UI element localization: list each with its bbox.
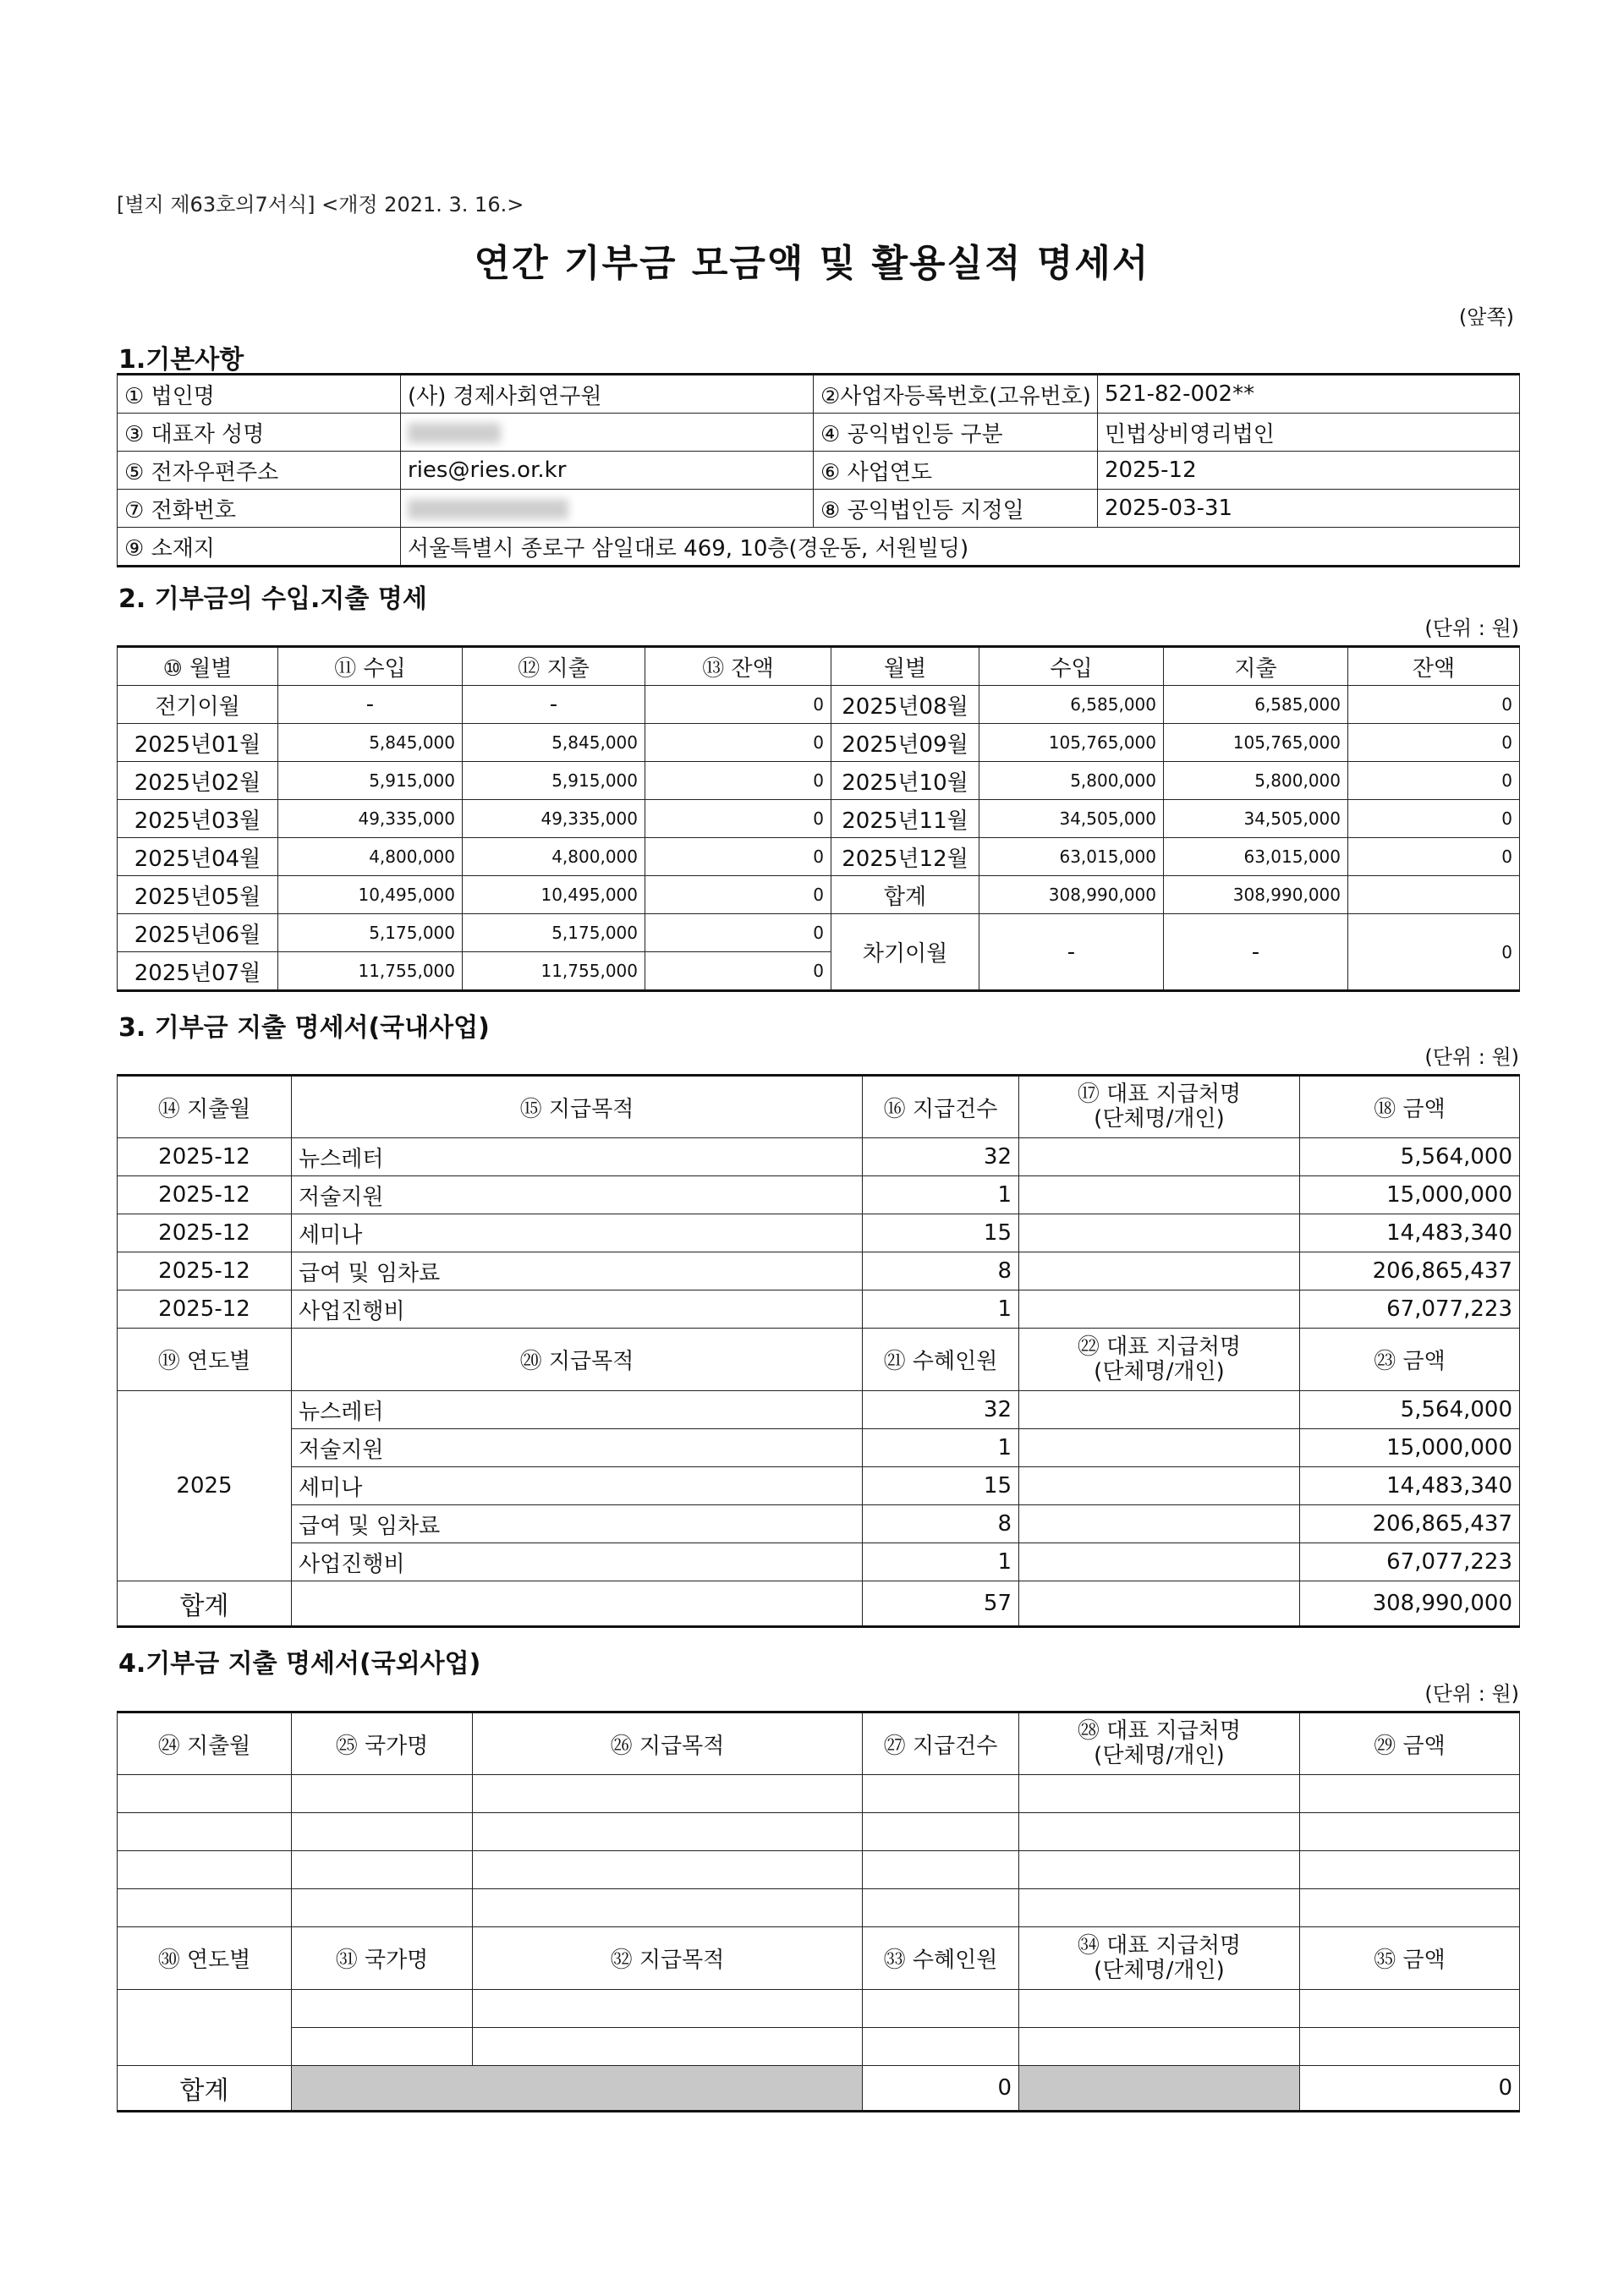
table-row — [118, 1391, 1520, 1429]
expense-cell: 49,335,000 — [463, 800, 645, 838]
column-header: ⑪ 수입 — [278, 647, 463, 686]
table-row — [118, 1290, 1520, 1329]
total-count-cell: 57 — [863, 1581, 1019, 1627]
income-cell: 49,335,000 — [278, 800, 463, 838]
empty-row — [118, 1889, 1520, 1927]
empty-cell — [1019, 1581, 1300, 1627]
table-row — [118, 800, 1520, 838]
empty-row — [118, 1990, 1520, 2028]
label-cell: ②사업자등록번호(고유번호) — [814, 375, 1098, 414]
column-header: ㉖ 지급목적 — [473, 1712, 863, 1775]
income-cell: 11,755,000 — [278, 952, 463, 991]
total-row — [118, 1581, 1520, 1627]
income-cell: 10,495,000 — [278, 876, 463, 914]
balance-cell: 0 — [645, 724, 831, 762]
column-header: ⑳ 지급목적 — [292, 1329, 863, 1391]
expense-cell: 308,990,000 — [1164, 876, 1348, 914]
column-header — [1019, 1329, 1300, 1391]
header-line: (단체명/개인) — [1094, 1957, 1225, 1983]
table-header-row — [118, 1712, 1520, 1775]
amount-cell: 5,564,000 — [1300, 1138, 1520, 1176]
table-row — [118, 876, 1520, 914]
section4-title: 4.기부금 지출 명세서(국외사업) — [118, 1649, 481, 1679]
purpose-cell: 저술지원 — [292, 1176, 863, 1214]
label-cell: ⑦ 전화번호 — [118, 490, 401, 528]
amount-cell: 206,865,437 — [1300, 1252, 1520, 1290]
table-row — [118, 1176, 1520, 1214]
value-cell: 521-82-002** — [1098, 375, 1520, 414]
count-cell: 1 — [863, 1543, 1019, 1581]
balance-cell: 0 — [645, 952, 831, 991]
table-header-row — [118, 1329, 1520, 1391]
expense-cell: 5,915,000 — [463, 762, 645, 800]
balance-cell: 0 — [1348, 686, 1520, 724]
count-cell: 15 — [863, 1467, 1019, 1505]
income-cell: - — [278, 686, 463, 724]
table-row — [118, 762, 1520, 800]
shaded-cell — [292, 2066, 863, 2112]
payee-cell — [1019, 1429, 1300, 1467]
empty-row — [118, 1775, 1520, 1813]
section1-title: 1.기본사항 — [118, 345, 244, 375]
column-header: ㉗ 지급건수 — [863, 1712, 1019, 1775]
income-cell: 6,585,000 — [979, 686, 1164, 724]
address-cell: 서울특별시 종로구 삼일대로 469, 10층(경운동, 서원빌딩) — [401, 528, 1520, 567]
table-row — [118, 1138, 1520, 1176]
column-header: ㉓ 금액 — [1300, 1329, 1520, 1391]
expense-cell: 5,175,000 — [463, 914, 645, 952]
year-cell: 2025 — [118, 1391, 292, 1581]
balance-cell: 0 — [645, 800, 831, 838]
purpose-cell: 저술지원 — [292, 1429, 863, 1467]
basic-info-row — [118, 414, 1520, 452]
balance-cell: 0 — [1348, 724, 1520, 762]
count-cell: 1 — [863, 1176, 1019, 1214]
section4-unit: (단위 : 원) — [1424, 1682, 1519, 1706]
column-header: ㉔ 지출월 — [118, 1712, 292, 1775]
header-line: (단체명/개인) — [1094, 1743, 1225, 1768]
month-cell: 2025년11월 — [831, 800, 979, 838]
month-cell: 2025-12 — [118, 1138, 292, 1176]
count-cell: 1 — [863, 1429, 1019, 1467]
payee-cell — [1019, 1505, 1300, 1543]
column-header: ⑫ 지출 — [463, 647, 645, 686]
table-row — [118, 914, 1520, 952]
column-header — [1019, 1927, 1300, 1990]
overseas-expense-table — [117, 1711, 1520, 2112]
count-cell: 1 — [863, 1290, 1019, 1329]
section2-title: 2. 기부금의 수입.지출 명세 — [118, 584, 427, 614]
column-header: ⑬ 잔액 — [645, 647, 831, 686]
balance-cell: 0 — [1348, 914, 1520, 991]
page-side-note: (앞쪽) — [1458, 305, 1514, 329]
balance-cell: 0 — [1348, 800, 1520, 838]
count-cell: 32 — [863, 1391, 1019, 1429]
purpose-cell: 세미나 — [292, 1467, 863, 1505]
total-label-cell: 합계 — [118, 2066, 292, 2112]
header-line: ㉒ 대표 지급처명 — [1077, 1334, 1242, 1360]
column-header: 월별 — [831, 647, 979, 686]
column-header: ㉝ 수혜인원 — [863, 1927, 1019, 1990]
label-cell: ③ 대표자 성명 — [118, 414, 401, 452]
balance-cell: 0 — [645, 838, 831, 876]
purpose-cell: 급여 및 임차료 — [292, 1252, 863, 1290]
purpose-cell: 세미나 — [292, 1214, 863, 1252]
month-cell: 2025년10월 — [831, 762, 979, 800]
value-cell — [401, 490, 814, 528]
column-header: ㉜ 지급목적 — [473, 1927, 863, 1990]
balance-cell: 0 — [1348, 838, 1520, 876]
total-count-cell: 0 — [863, 2066, 1019, 2112]
balance-cell: 0 — [645, 876, 831, 914]
column-header: ㉕ 국가명 — [292, 1712, 473, 1775]
redacted-name — [408, 423, 501, 443]
purpose-cell: 뉴스레터 — [292, 1391, 863, 1429]
income-cell: 5,915,000 — [278, 762, 463, 800]
column-header: ㉚ 연도별 — [118, 1927, 292, 1990]
month-cell: 2025-12 — [118, 1214, 292, 1252]
column-header — [1019, 1076, 1300, 1138]
total-row — [118, 2066, 1520, 2112]
month-cell: 2025-12 — [118, 1176, 292, 1214]
expense-cell: - — [463, 686, 645, 724]
month-cell: 2025-12 — [118, 1290, 292, 1329]
income-cell: 34,505,000 — [979, 800, 1164, 838]
balance-cell: 0 — [645, 914, 831, 952]
column-header: ⑱ 금액 — [1300, 1076, 1520, 1138]
label-cell: ⑨ 소재지 — [118, 528, 401, 567]
label-cell: ④ 공익법인등 구분 — [814, 414, 1098, 452]
amount-cell: 67,077,223 — [1300, 1543, 1520, 1581]
amount-cell: 14,483,340 — [1300, 1214, 1520, 1252]
payee-cell — [1019, 1543, 1300, 1581]
expense-cell: - — [1164, 914, 1348, 991]
income-cell: 105,765,000 — [979, 724, 1164, 762]
column-header: 잔액 — [1348, 647, 1520, 686]
balance-cell: 0 — [645, 762, 831, 800]
table-row — [118, 1543, 1520, 1581]
purpose-cell: 사업진행비 — [292, 1543, 863, 1581]
carryover-label-cell: 차기이월 — [831, 914, 979, 991]
month-cell: 2025-12 — [118, 1252, 292, 1290]
month-cell: 2025년05월 — [118, 876, 278, 914]
balance-cell: 0 — [645, 686, 831, 724]
table-header-row — [118, 1076, 1520, 1138]
label-cell: ⑤ 전자우편주소 — [118, 452, 401, 490]
expense-cell: 10,495,000 — [463, 876, 645, 914]
section2-unit: (단위 : 원) — [1424, 616, 1519, 640]
value-cell — [401, 414, 814, 452]
purpose-cell: 급여 및 임차료 — [292, 1505, 863, 1543]
table-row — [118, 1467, 1520, 1505]
amount-cell: 67,077,223 — [1300, 1290, 1520, 1329]
month-cell: 2025년06월 — [118, 914, 278, 952]
income-cell: 63,015,000 — [979, 838, 1164, 876]
basic-info-row — [118, 375, 1520, 414]
amount-cell: 14,483,340 — [1300, 1467, 1520, 1505]
table-row — [118, 686, 1520, 724]
income-cell: 4,800,000 — [278, 838, 463, 876]
amount-cell: 15,000,000 — [1300, 1176, 1520, 1214]
count-cell: 15 — [863, 1214, 1019, 1252]
purpose-cell: 사업진행비 — [292, 1290, 863, 1329]
column-header: ㉟ 금액 — [1300, 1927, 1520, 1990]
balance-cell: 0 — [1348, 762, 1520, 800]
payee-cell — [1019, 1290, 1300, 1329]
empty-row — [118, 2028, 1520, 2066]
section3-unit: (단위 : 원) — [1424, 1045, 1519, 1069]
value-cell: (사) 경제사회연구원 — [401, 375, 814, 414]
purpose-cell: 뉴스레터 — [292, 1138, 863, 1176]
label-cell: ① 법인명 — [118, 375, 401, 414]
month-cell: 2025년08월 — [831, 686, 979, 724]
payee-cell — [1019, 1176, 1300, 1214]
value-cell: 2025-03-31 — [1098, 490, 1520, 528]
table-row — [118, 1214, 1520, 1252]
income-cell: - — [979, 914, 1164, 991]
label-cell: ⑥ 사업연도 — [814, 452, 1098, 490]
total-label-cell: 합계 — [118, 1581, 292, 1627]
count-cell: 8 — [863, 1252, 1019, 1290]
amount-cell: 5,564,000 — [1300, 1391, 1520, 1429]
total-amount-cell: 0 — [1300, 2066, 1520, 2112]
month-cell: 2025년09월 — [831, 724, 979, 762]
column-header: ㉛ 국가명 — [292, 1927, 473, 1990]
month-cell: 2025년03월 — [118, 800, 278, 838]
shaded-cell — [1019, 2066, 1300, 2112]
income-cell: 5,845,000 — [278, 724, 463, 762]
header-line: ㉞ 대표 지급처명 — [1077, 1932, 1242, 1959]
column-header — [1019, 1712, 1300, 1775]
month-cell: 전기이월 — [118, 686, 278, 724]
amount-cell: 206,865,437 — [1300, 1505, 1520, 1543]
month-cell: 2025년01월 — [118, 724, 278, 762]
column-header: 지출 — [1164, 647, 1348, 686]
payee-cell — [1019, 1467, 1300, 1505]
table-row — [118, 724, 1520, 762]
table-header-row — [118, 1927, 1520, 1990]
empty-cell — [292, 1581, 863, 1627]
balance-cell — [1348, 876, 1520, 914]
domestic-expense-table — [117, 1074, 1520, 1628]
payee-cell — [1019, 1252, 1300, 1290]
header-line: ⑰ 대표 지급처명 — [1077, 1082, 1242, 1108]
header-line: (단체명/개인) — [1094, 1106, 1225, 1132]
value-cell: ries@ries.or.kr — [401, 452, 814, 490]
payee-cell — [1019, 1138, 1300, 1176]
payee-cell — [1019, 1391, 1300, 1429]
section3-title: 3. 기부금 지출 명세서(국내사업) — [118, 1013, 490, 1043]
expense-cell: 34,505,000 — [1164, 800, 1348, 838]
expense-cell: 5,800,000 — [1164, 762, 1348, 800]
payee-cell — [1019, 1214, 1300, 1252]
column-header: ㉙ 금액 — [1300, 1712, 1520, 1775]
table-row — [118, 838, 1520, 876]
column-header: ⑮ 지급목적 — [292, 1076, 863, 1138]
value-cell: 민법상비영리법인 — [1098, 414, 1520, 452]
expense-cell: 11,755,000 — [463, 952, 645, 991]
expense-cell: 63,015,000 — [1164, 838, 1348, 876]
form-identifier: [별지 제63호의7서식] <개정 2021. 3. 16.> — [117, 193, 524, 216]
month-cell: 2025년12월 — [831, 838, 979, 876]
month-cell: 2025년04월 — [118, 838, 278, 876]
table-row — [118, 1252, 1520, 1290]
column-header: ⑯ 지급건수 — [863, 1076, 1019, 1138]
expense-cell: 5,845,000 — [463, 724, 645, 762]
column-header: 수입 — [979, 647, 1164, 686]
expense-cell: 6,585,000 — [1164, 686, 1348, 724]
count-cell: 32 — [863, 1138, 1019, 1176]
table-header-row — [118, 647, 1520, 686]
total-amount-cell: 308,990,000 — [1300, 1581, 1520, 1627]
column-header: ⑩ 월별 — [118, 647, 278, 686]
header-line: ㉘ 대표 지급처명 — [1077, 1718, 1242, 1745]
basic-info-row — [118, 452, 1520, 490]
month-cell: 2025년02월 — [118, 762, 278, 800]
income-expense-table — [117, 645, 1520, 992]
table-row — [118, 1505, 1520, 1543]
expense-cell: 105,765,000 — [1164, 724, 1348, 762]
empty-row — [118, 1851, 1520, 1889]
expense-cell: 4,800,000 — [463, 838, 645, 876]
column-header: ⑲ 연도별 — [118, 1329, 292, 1391]
basic-info-row — [118, 528, 1520, 567]
header-line: (단체명/개인) — [1094, 1358, 1225, 1384]
column-header: ⑭ 지출월 — [118, 1076, 292, 1138]
income-cell: 5,175,000 — [278, 914, 463, 952]
total-label-cell: 합계 — [831, 876, 979, 914]
label-cell: ⑧ 공익법인등 지정일 — [814, 490, 1098, 528]
count-cell: 8 — [863, 1505, 1019, 1543]
basic-info-table — [117, 373, 1520, 567]
basic-info-row — [118, 490, 1520, 528]
value-cell: 2025-12 — [1098, 452, 1520, 490]
table-row — [118, 1429, 1520, 1467]
document-title: 연간 기부금 모금액 및 활용실적 명세서 — [474, 242, 1150, 285]
income-cell: 5,800,000 — [979, 762, 1164, 800]
income-cell: 308,990,000 — [979, 876, 1164, 914]
month-cell: 2025년07월 — [118, 952, 278, 991]
redacted-phone — [408, 499, 568, 519]
empty-row — [118, 1813, 1520, 1851]
amount-cell: 15,000,000 — [1300, 1429, 1520, 1467]
column-header: ㉑ 수혜인원 — [863, 1329, 1019, 1391]
